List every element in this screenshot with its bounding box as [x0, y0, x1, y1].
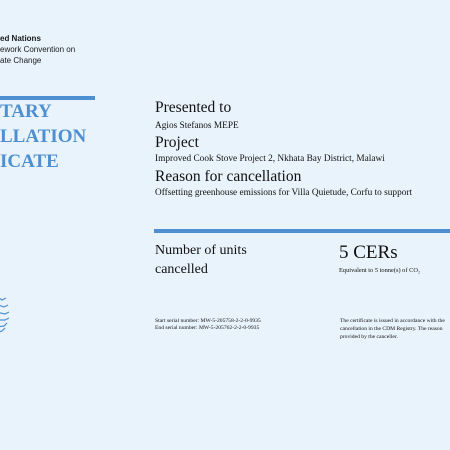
- org-name-line3: ate Change: [0, 56, 42, 65]
- reason-value: Offsetting greenhouse emissions for Villa Quietude, Corfu to support: [155, 188, 413, 198]
- units-amount: 5 CERs: [339, 242, 398, 263]
- note-line3: provided by the canceller.: [340, 334, 398, 340]
- units-label-line1: Number of units: [155, 243, 247, 258]
- units-label-line2: cancelled: [155, 262, 208, 277]
- certificate-title-line1: TARY: [0, 101, 52, 122]
- start-serial-number: Start serial number: MW-5-205758-2-2-0-9935: [155, 318, 261, 324]
- units-equivalent: Equivalent to 5 tonne(s) of CO₂: [339, 267, 421, 274]
- reason-label: Reason for cancellation: [155, 168, 302, 185]
- org-name-line2: ework Convention on: [0, 45, 76, 54]
- un-emblem-icon: [0, 292, 10, 336]
- project-label: Project: [155, 134, 199, 151]
- project-value: Improved Cook Stove Project 2, Nkhata Bay District, Malawi: [155, 154, 385, 164]
- note-line1: The certificate is issued in accordance with the: [340, 318, 445, 324]
- end-serial-number: End serial number: MW-5-205762-2-2-0-9935: [155, 325, 260, 331]
- certificate-title-line2: LLATION: [0, 126, 87, 147]
- certificate-title-line3: ICATE: [0, 151, 59, 172]
- note-line2: cancellation in the CDM Registry. The reason: [340, 326, 443, 332]
- org-name-line1: ed Nations: [0, 34, 41, 43]
- units-divider-bar: [154, 229, 450, 233]
- presented-to-value: Agios Stefanos MEPE: [155, 121, 239, 131]
- presented-to-label: Presented to: [155, 99, 232, 116]
- title-top-bar: [0, 96, 95, 100]
